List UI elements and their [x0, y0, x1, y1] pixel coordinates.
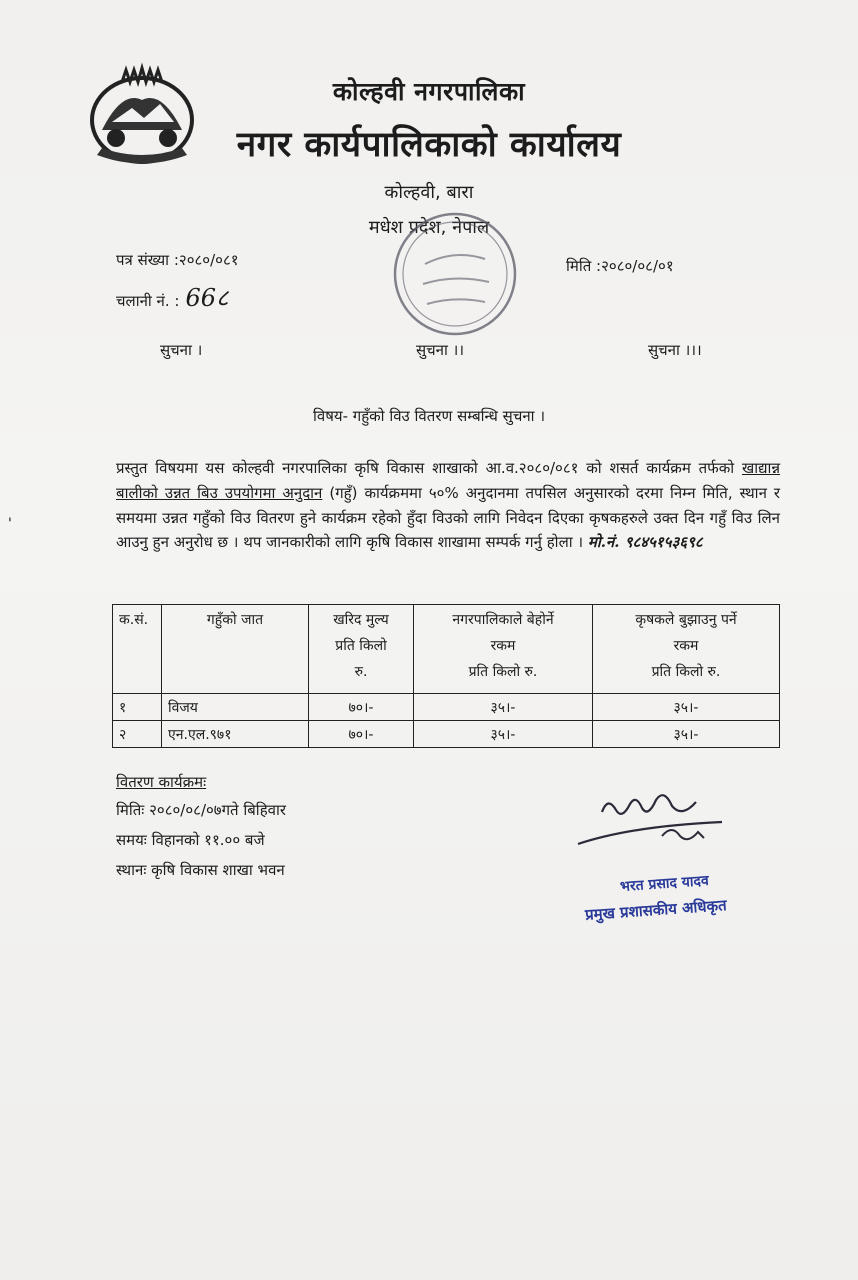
program-title: वितरण कार्यक्रमः [116, 773, 207, 791]
notice-label-2: सुचना ।। [416, 341, 465, 359]
address-line1: कोल्हवी, बारा [384, 182, 474, 203]
dispatch-number-label: चलानी नं. : [116, 292, 180, 310]
cell-municipality-share: ३५।- [414, 721, 593, 748]
table-row [113, 694, 780, 721]
signatory-name: भरत प्रसाद यादव [619, 872, 710, 896]
notice-label-3: सुचना ।।। [648, 341, 702, 359]
program-place: स्थानः कृषि विकास शाखा भवन [116, 861, 285, 879]
table-header-row [113, 605, 780, 694]
body-text-1: प्रस्तुत विषयमा यस कोल्हवी नगरपालिका कृषि विकास शाखाको आ.व.२०८०/०८१ को शसर्त कार्यक्रम तर्फको [116, 459, 742, 477]
cell-farmer-share: ३५।- [593, 721, 780, 748]
signatory-title: प्रमुख प्रशासकीय अधिकृत [584, 896, 728, 924]
address-line2: मधेश प्रदेश, नेपाल [368, 217, 490, 238]
cell-farmer-share: ३५।- [593, 694, 780, 721]
rates-table [112, 604, 780, 748]
body-text-2: (गहुँ) कार्यक्रममा ५०% अनुदानमा तपसिल अनुसारको दरमा निम्न मिति, स्थान र समयमा उन्नत गहुँको विउ वितरण हुने कार्यक्रम रहेको हुँदा विउको लागि निवेदन दिएका कृषकहरुले उक्त दिन गहुँ विउ लिन आउनु हुन अनुरोध छ । थप जानकारीको लागि कृषि विकास शाखामा सम्पर्क गर्नु होला । [116, 483, 781, 552]
header-variety: गहुँको जात [162, 605, 309, 694]
body-underlined-text: खाद्यान्न बालीको उन्नत बिउ उपयोगमा अनुदान [116, 459, 780, 502]
cell-municipality-share: ३५।- [414, 694, 593, 721]
cell-variety: एन.एल.९७१ [162, 721, 309, 748]
phone-number: मो.नं. ९८४५१५३६९८ [587, 533, 703, 552]
header-farmer-share: कृषकले बुझाउनु पर्ने रकम प्रति किलो रु. [593, 605, 780, 694]
office-name: नगर कार्यपालिकाको कार्यालय [236, 125, 622, 165]
notice-label-1: सुचना । [160, 341, 203, 359]
program-time: समयः विहानको ११.०० बजे [116, 831, 265, 849]
program-date: मितिः २०८०/०८/०७गते बिहिवार [116, 801, 287, 819]
cell-serial: २ [113, 721, 162, 748]
signature-icon [572, 782, 732, 852]
header-municipality-share: नगरपालिकाले बेहोर्ने रकम प्रति किलो रु. [414, 605, 593, 694]
cell-purchase-price: ७०।- [309, 721, 414, 748]
margin-mark: ' [8, 516, 12, 532]
office-stamp-icon [385, 204, 525, 344]
cell-serial: १ [113, 694, 162, 721]
body-paragraph [116, 456, 780, 555]
issue-date: मिति :२०८०/०८/०१ [566, 257, 674, 275]
header-serial: क.सं. [113, 605, 162, 694]
table-row [113, 721, 780, 748]
dispatch-number [116, 281, 229, 314]
cell-variety: विजय [162, 694, 309, 721]
dispatch-number-value: 66८ [185, 284, 229, 312]
municipality-name: कोल्हवी नगरपालिका [332, 77, 526, 106]
subject-line: विषय- गहुँको विउ वितरण सम्बन्धि सुचना । [312, 407, 546, 425]
cell-purchase-price: ७०।- [309, 694, 414, 721]
reference-number: पत्र संख्या :२०८०/०८१ [116, 251, 239, 269]
header-purchase-price: खरिद मुल्य प्रति किलो रु. [309, 605, 414, 694]
